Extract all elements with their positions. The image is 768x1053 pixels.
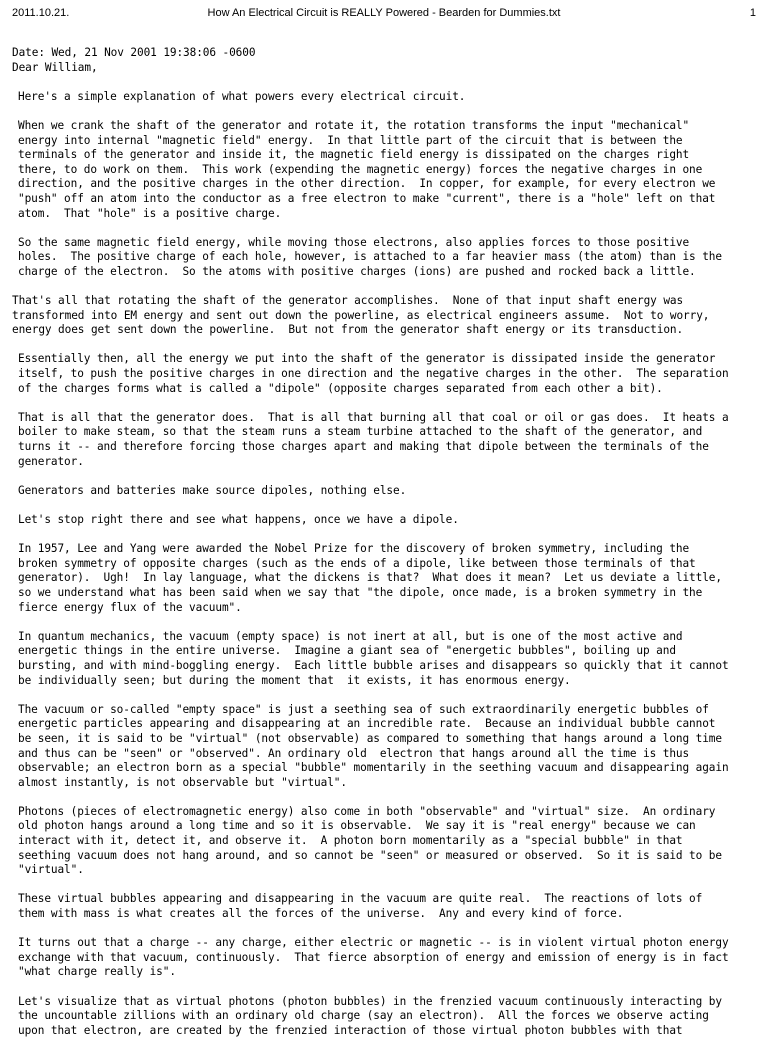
paragraph-generator-shaft: When we crank the shaft of the generator and rotate it, the rotation transforms the input "mechanical" energy into internal "magnetic field" energy. In that little part of the circuit that is between the terminals of the generator and inside it, the magnetic field energy is dissipated on the charges right there, to do work on them. This work (expending the magnetic energy) forces the negative charges in one direction, and the positive charges in the other direction. In copper, for example, for every electron we "push" off an atom into the conductor as a free electron to make "current", there is a "hole" left on that atom. That "hole" is a positive charge. xyxy=(18,118,716,220)
paragraph-lee-yang: In 1957, Lee and Yang were awarded the Nobel Prize for the discovery of broken symmetry, including the broken symmetry of opposite charges (such as the ends of a dipole, like between those terminals of that generator). Ugh! In lay language, what the dickens is that? What does it mean? Let us deviate a little, so we understand what has been said when we say that "the dipole, once made, is a broken symmetry in the fierce energy flux of the vacuum". xyxy=(18,542,722,614)
paragraph-shaft-accomplishes: That's all that rotating the shaft of the generator accomplishes. None of that input shaft energy was transformed into EM energy and sent out down the powerline, as electrical engineers assume. Not to worry, energy does get sent down the powerline. But not from the generator shaft energy or its transduction. xyxy=(12,294,710,337)
paragraph-virtual-bubbles: These virtual bubbles appearing and disappearing in the vacuum are quite real. The reactions of lots of them with mass is what creates all the forces of the universe. Any and every kind of force. xyxy=(18,892,703,921)
paragraph-charge-exchange: It turns out that a charge -- any charge, either electric or magnetic -- is in violent virtual photon energy exchange with that vacuum, continuously. That fierce absorption of energy and emission of energy is in fact "what charge really is". xyxy=(18,936,729,979)
header-page-number: 1 xyxy=(749,7,756,19)
paragraph-generator-does: That is all that the generator does. That is all that burning all that coal or oil or gas does. It heats a boiler to make steam, so that the steam runs a steam turbine attached to the shaft of the generator, and turns it -- and therefore forcing those charges apart and making that dipole between the terminals of the generator. xyxy=(18,410,729,468)
page-header xyxy=(0,0,768,22)
paragraph-dipole-formation: Essentially then, all the energy we put into the shaft of the generator is dissipated inside the generator itself, to push the positive charges in one direction and the negative charges in the other. The separation of the charges forms what is called a "dipole" (opposite charges separated from each other a bit). xyxy=(18,352,729,395)
paragraph-empty-space: The vacuum or so-called "empty space" is just a seething sea of such extraordinarily energetic bubbles of energetic particles appearing and disappearing at an incredible rate. Because an individual bubble cannot be seen, it is said to be "virtual" (not observable) as compared to something that hangs around a long time and thus can be "seen" or "observed". An ordinary old electron that hangs around all the time is thus observable; an electron born as a special "bubble" momentarily in the seething vacuum and disappearing again almost instantly, is not observable but "virtual". xyxy=(18,702,729,789)
header-date: 2011.10.21. xyxy=(12,7,70,19)
paragraph-quantum-vacuum: In quantum mechanics, the vacuum (empty space) is not inert at all, but is one of the most active and energetic things in the entire universe. Imagine a giant sea of "energetic bubbles", boiling up and bursting, and with mind-boggling energy. Each little bubble arises and disappears so quickly that it cannot be individually seen; but during the moment that it exists, it has enormous energy. xyxy=(18,629,729,687)
paragraph-positive-holes: So the same magnetic field energy, while moving those electrons, also applies forces to those positive holes. The positive charge of each hole, however, is attached to a far heavier mass (the atom) than is the charge of the electron. So the atoms with positive charges (ions) are pushed and rocked back a little. xyxy=(18,235,722,278)
header-title: How An Electrical Circuit is REALLY Powered - Bearden for Dummies.txt xyxy=(207,7,561,19)
paragraph-visualize: Let's visualize that as virtual photons (photon bubbles) in the frenzied vacuum continuously interacting by the uncountable zillions with an ordinary old charge (say an electron). All the forces we observe acting upon that electron, are created by the frenzied interaction of those virtual photon bubbles with that xyxy=(18,994,722,1037)
paragraph-source-dipoles: Generators and batteries make source dipoles, nothing else. xyxy=(18,483,407,497)
paragraph-intro: Here's a simple explanation of what powers every electrical circuit. xyxy=(18,89,466,103)
letter-salutation: Dear William, xyxy=(12,60,98,74)
paragraph-stop-right-there: Let's stop right there and see what happens, once we have a dipole. xyxy=(18,513,459,526)
letter-date-line: Date: Wed, 21 Nov 2001 19:38:06 -0600 xyxy=(12,46,256,59)
document-body xyxy=(12,46,760,1053)
paragraph-photons: Photons (pieces of electromagnetic energy) also come in both "observable" and "virtual" size. An ordinary old photon hangs around a long time and so it is observable. We say it is "real energy" because we can interact with it, detect it, and observe it. A photon born momentarily as a "special bubble" in that seething vacuum does not hang around, and so cannot be "seen" or measured or observed. So it is said to be "virtual". xyxy=(18,804,722,877)
